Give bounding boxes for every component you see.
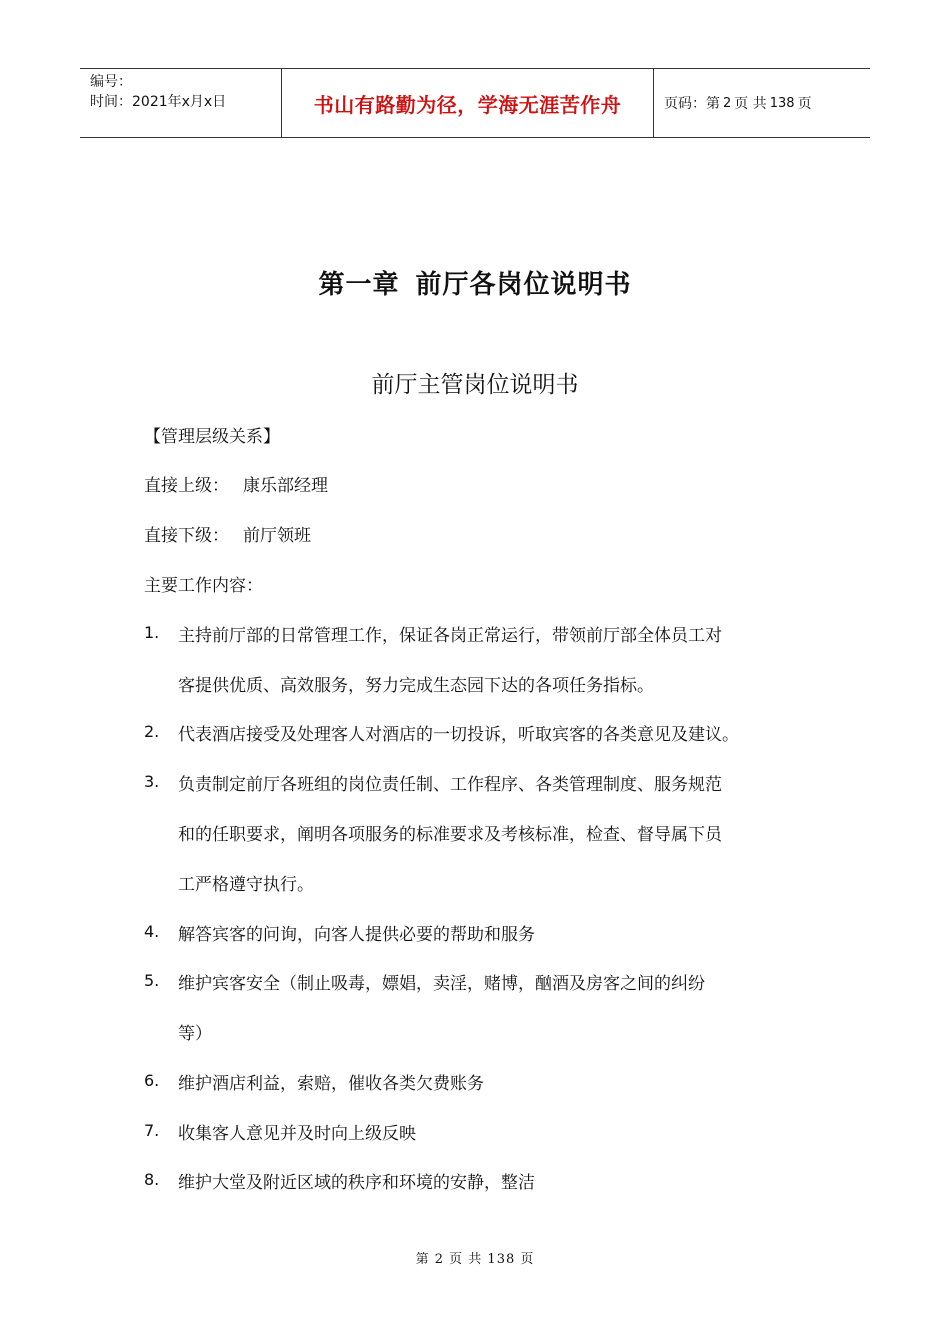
subordinate-row [144,521,311,546]
page-prefix: 页码：第 [664,96,720,112]
list-item-line: 维护酒店利益，索赔，催收各类欠费账务 [178,1074,484,1094]
header-page-info [654,69,870,137]
list-item-number: 2. [144,722,160,741]
list-item-line: 收集客人意见并及时向上级反映 [178,1124,416,1144]
work-heading: 主要工作内容： [144,576,263,596]
list-item-number: 3. [144,772,160,791]
subordinate-label: 直接下级： [144,526,229,546]
superior-value: 康乐部经理 [243,476,328,496]
management-heading: 【管理层级关系】 [144,427,280,447]
list-item-number: 5. [144,971,160,990]
list-item-number: 1. [144,623,160,642]
list-item-line: 客提供优质、高效服务，努力完成生态园下达的各项任务指标。 [178,676,654,696]
list-item-line: 等） [178,1024,212,1044]
page-middle: 页 共 [734,96,767,112]
section-title: 前厅主管岗位说明书 [371,372,579,398]
page-current: 2 [723,95,732,111]
chapter-number: 第一章 [318,270,400,300]
page-suffix: 页 [797,96,812,112]
list-item-line: 主持前厅部的日常管理工作，保证各岗正常运行，带领前厅部全体员工对 [178,626,722,646]
number-label: 编号： [90,74,132,90]
list-item-line: 代表酒店接受及处理客人对酒店的一切投诉，听取宾客的各类意见及建议。 [178,725,739,745]
list-item-line: 维护大堂及附近区域的秩序和环境的安静，整洁 [178,1173,535,1193]
list-item-number: 7. [144,1121,160,1140]
time-label: 时间：2021年x月x日 [90,94,227,110]
list-item-number: 8. [144,1170,160,1189]
list-item-line: 和的任职要求，阐明各项服务的标准要求及考核标准，检查、督导属下员 [178,825,722,845]
list-item-line: 维护宾客安全（制止吸毒，嫖娼，卖淫，赌博，酗酒及房客之间的纠纷 [178,974,705,994]
list-item-number: 6. [144,1071,160,1090]
list-item-number: 4. [144,922,160,941]
list-item-line: 解答宾客的问询，向客人提供必要的帮助和服务 [178,925,535,945]
page-footer: 第 2 页 共 138 页 [415,1252,535,1267]
header-motto: 书山有路勤为径，学海无涯苦作舟 [282,69,654,137]
chapter-name: 前厅各岗位说明书 [415,270,632,300]
list-item-line: 工严格遵守执行。 [178,875,314,895]
chapter-title [0,264,950,301]
superior-row [144,471,328,496]
subordinate-value: 前厅领班 [243,526,311,546]
page-header [80,68,870,138]
header-meta [80,69,282,137]
page-total: 138 [769,95,795,111]
superior-label: 直接上级： [144,476,229,496]
list-item-line: 负责制定前厅各班组的岗位责任制、工作程序、各类管理制度、服务规范 [178,775,722,795]
